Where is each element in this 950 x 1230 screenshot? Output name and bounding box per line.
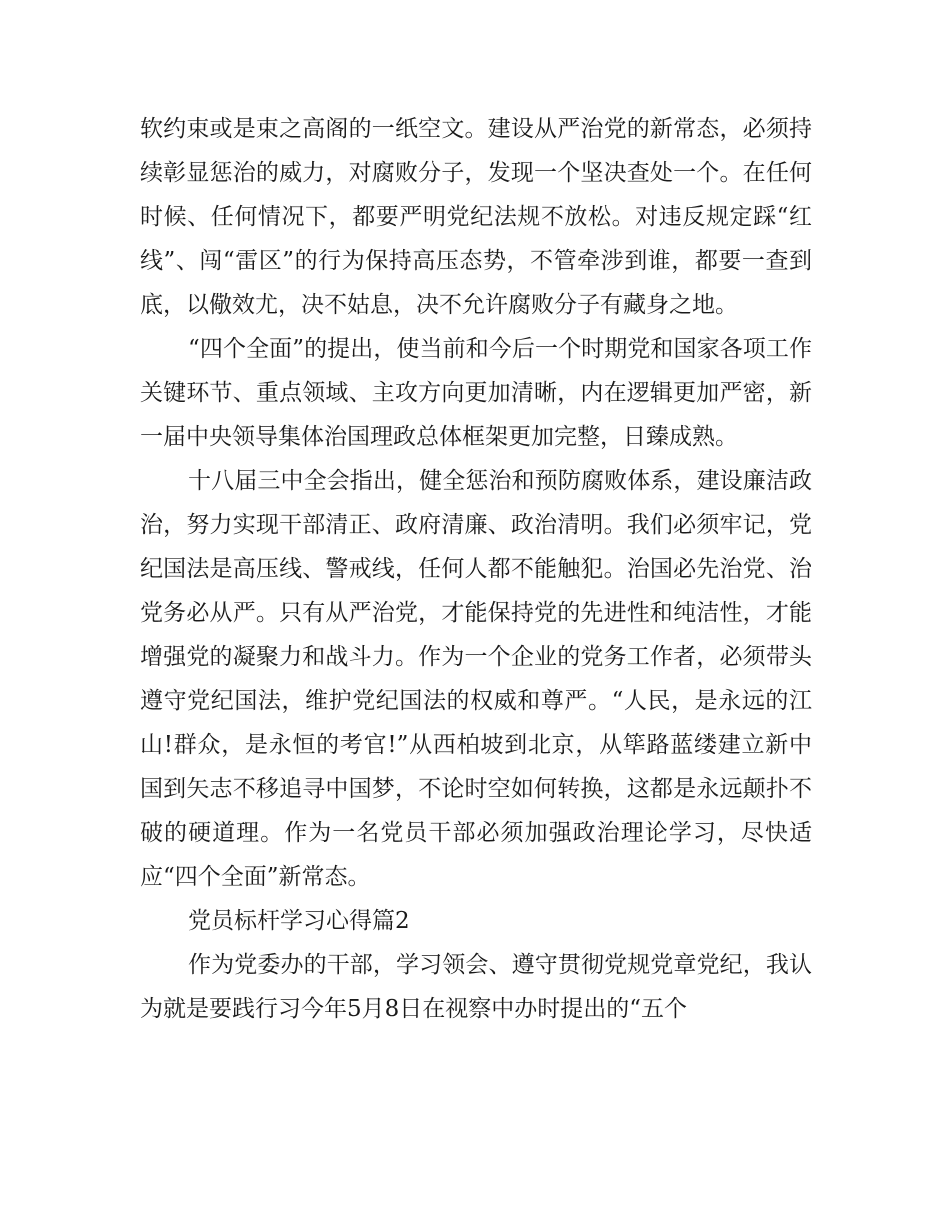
paragraph-3: 十八届三中全会指出，健全惩治和预防腐败体系，建设廉洁政治，努力实现干部清正、政府清廉、政治清明。我们必须牢记，党纪国法是高压线、警戒线，任何人都不能触犯。治国必先治党、治党务必从严。只有从严治党，才能保持党的先进性和纯洁性，才能增强党的凝聚力和战斗力。作为一个企业的党务工作者，必须带头遵守党纪国法，维护党纪国法的权威和尊严。“人民，是永远的江山!群众，是永恒的考官!”从西柏坡到北京，从筚路蓝缕建立新中国到矢志不移追寻中国梦，不论时空如何转换，这都是永远颠扑不破的硬道理。作为一名党员干部必须加强政治理论学习，尽快适应“四个全面”新常态。 bbox=[140, 468, 812, 890]
document-body bbox=[140, 107, 812, 1031]
paragraph-4: 作为党委办的干部，学习领会、遵守贯彻党规党章党纪，我认为就是要践行习今年5月8日在视察中办时提出的“五个 bbox=[140, 952, 812, 1022]
section-heading: 党员标杆学习心得篇2 bbox=[188, 908, 410, 934]
paragraph-1: 软约束或是束之高阁的一纸空文。建设从严治党的新常态，必须持续彰显惩治的威力，对腐败分子，发现一个坚决查处一个。在任何时候、任何情况下，都要严明党纪法规不放松。对违反规定踩“红线”、闯“雷区”的行为保持高压态势，不管牵涉到谁，都要一查到底，以儆效尤，决不姑息，决不允许腐败分子有藏身之地。 bbox=[140, 116, 812, 318]
paragraph-2: “四个全面”的提出，使当前和今后一个时期党和国家各项工作关键环节、重点领域、主攻方向更加清晰，内在逻辑更加严密，新一届中央领导集体治国理政总体框架更加完整，日臻成熟。 bbox=[140, 336, 812, 450]
